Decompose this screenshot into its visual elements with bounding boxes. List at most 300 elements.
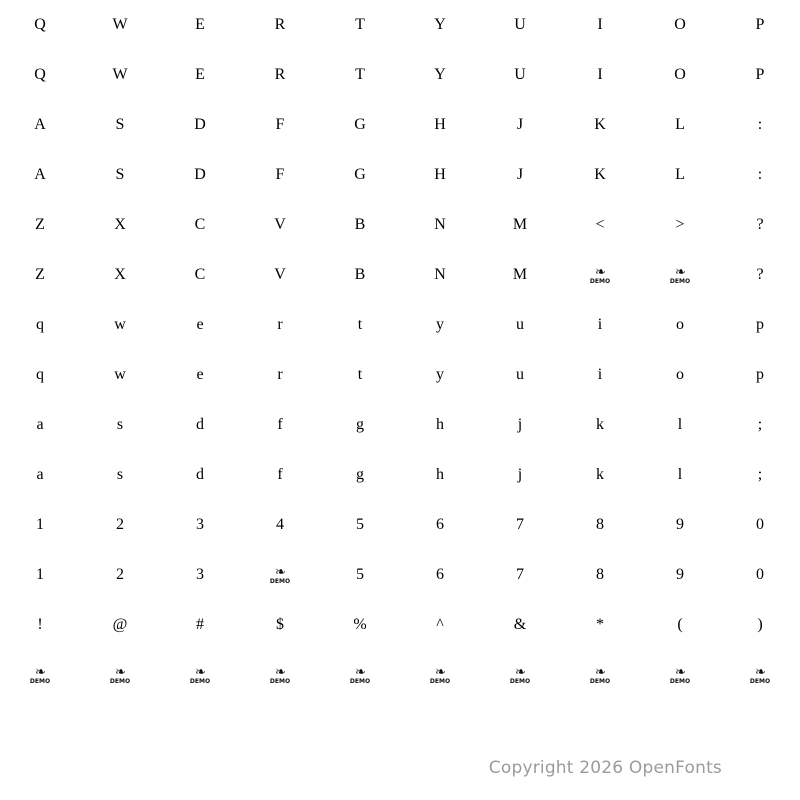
glyph-character: 4 — [276, 516, 284, 533]
glyph-character: @ — [112, 616, 128, 633]
leaf-icon: ❧ — [275, 564, 285, 579]
demo-watermark-glyph-icon — [30, 665, 50, 685]
glyph-cell — [240, 150, 320, 200]
glyph-character: r — [277, 366, 283, 383]
glyph-character: j — [517, 466, 523, 483]
glyph-cell — [320, 250, 400, 300]
demo-watermark-glyph-icon — [590, 265, 610, 285]
glyph-cell — [480, 100, 560, 150]
glyph-cell — [240, 300, 320, 350]
glyph-character: h — [436, 466, 444, 483]
glyph-cell — [480, 50, 560, 100]
glyph-character: L — [675, 116, 685, 133]
glyph-cell — [0, 200, 80, 250]
glyph-character: : — [757, 116, 763, 133]
glyph-character: I — [597, 16, 603, 33]
glyph-character: 1 — [36, 566, 44, 583]
glyph-cell — [720, 500, 800, 550]
glyph-cell — [720, 50, 800, 100]
glyph-character: 8 — [596, 516, 604, 533]
glyph-character: 1 — [36, 516, 44, 533]
glyph-character: I — [597, 66, 603, 83]
glyph-cell — [640, 0, 720, 50]
glyph-character: O — [674, 66, 686, 83]
glyph-cell — [720, 600, 800, 650]
glyph-cell — [240, 200, 320, 250]
glyph-cell — [640, 500, 720, 550]
glyph-character: U — [514, 66, 526, 83]
demo-watermark-glyph-icon — [270, 565, 290, 585]
demo-label: DEMO — [669, 278, 691, 285]
glyph-cell — [400, 650, 480, 700]
glyph-character: M — [512, 216, 528, 233]
glyph-cell — [640, 250, 720, 300]
glyph-character: o — [676, 366, 684, 383]
demo-watermark-glyph-icon — [510, 665, 530, 685]
glyph-character: V — [274, 266, 286, 283]
glyph-cell — [160, 450, 240, 500]
glyph-cell — [640, 100, 720, 150]
glyph-cell — [640, 550, 720, 600]
glyph-cell — [160, 400, 240, 450]
glyph-character: X — [114, 216, 126, 233]
glyph-character: 2 — [116, 516, 124, 533]
demo-label: DEMO — [589, 678, 611, 685]
glyph-cell — [480, 350, 560, 400]
glyph-cell — [320, 300, 400, 350]
glyph-cell — [400, 100, 480, 150]
glyph-cell — [480, 400, 560, 450]
glyph-cell — [720, 200, 800, 250]
glyph-character: 6 — [436, 516, 444, 533]
glyph-character: W — [112, 66, 128, 83]
glyph-cell — [160, 200, 240, 250]
glyph-cell — [480, 650, 560, 700]
glyph-character: s — [116, 466, 124, 483]
glyph-cell — [240, 250, 320, 300]
glyph-cell — [0, 400, 80, 450]
glyph-cell — [720, 300, 800, 350]
glyph-cell — [80, 50, 160, 100]
leaf-icon: ❧ — [755, 664, 765, 679]
glyph-cell — [560, 300, 640, 350]
glyph-character: s — [116, 416, 124, 433]
glyph-character: X — [114, 266, 126, 283]
glyph-cell — [720, 250, 800, 300]
glyph-cell — [480, 250, 560, 300]
glyph-character: R — [274, 66, 286, 83]
glyph-cell — [480, 500, 560, 550]
glyph-cell — [480, 600, 560, 650]
glyph-character: ? — [756, 266, 764, 283]
glyph-cell — [400, 450, 480, 500]
glyph-character: P — [755, 66, 765, 83]
glyph-cell — [80, 450, 160, 500]
glyph-character: y — [436, 366, 444, 383]
glyph-character: l — [677, 466, 683, 483]
glyph-cell — [320, 450, 400, 500]
demo-label: DEMO — [509, 678, 531, 685]
glyph-cell — [640, 600, 720, 650]
glyph-character: > — [675, 216, 685, 233]
glyph-cell — [400, 50, 480, 100]
glyph-character: Y — [434, 66, 446, 83]
glyph-cell — [0, 150, 80, 200]
glyph-character: R — [274, 16, 286, 33]
glyph-cell — [80, 100, 160, 150]
glyph-cell — [240, 100, 320, 150]
glyph-cell — [560, 50, 640, 100]
glyph-character: l — [677, 416, 683, 433]
glyph-character: $ — [276, 616, 284, 633]
glyph-character: 9 — [676, 516, 684, 533]
glyph-character: Y — [434, 16, 446, 33]
demo-label: DEMO — [429, 678, 451, 685]
glyph-cell — [560, 500, 640, 550]
glyph-cell — [320, 550, 400, 600]
glyph-cell — [480, 0, 560, 50]
glyph-cell — [320, 150, 400, 200]
glyph-character: ( — [677, 616, 683, 633]
glyph-cell — [480, 150, 560, 200]
glyph-cell — [720, 400, 800, 450]
glyph-character: D — [194, 166, 206, 183]
glyph-character: 0 — [756, 566, 764, 583]
glyph-character: e — [196, 316, 204, 333]
glyph-cell — [80, 550, 160, 600]
glyph-cell — [240, 400, 320, 450]
glyph-character: V — [274, 216, 286, 233]
glyph-character: # — [196, 616, 204, 633]
leaf-icon: ❧ — [115, 664, 125, 679]
glyph-cell — [0, 350, 80, 400]
demo-watermark-glyph-icon — [670, 265, 690, 285]
glyph-character: j — [517, 416, 523, 433]
glyph-cell — [160, 50, 240, 100]
glyph-cell — [80, 0, 160, 50]
glyph-cell — [640, 400, 720, 450]
leaf-icon: ❧ — [35, 664, 45, 679]
glyph-character: % — [353, 616, 367, 633]
glyph-character: h — [436, 416, 444, 433]
glyph-cell — [720, 550, 800, 600]
glyph-cell — [0, 450, 80, 500]
glyph-cell — [160, 150, 240, 200]
glyph-character: J — [516, 166, 524, 183]
glyph-cell — [0, 550, 80, 600]
glyph-cell — [400, 600, 480, 650]
glyph-cell — [80, 600, 160, 650]
glyph-cell — [320, 100, 400, 150]
glyph-character: N — [434, 266, 446, 283]
glyph-character: T — [355, 16, 365, 33]
demo-label: DEMO — [589, 278, 611, 285]
glyph-character: d — [196, 466, 204, 483]
glyph-cell — [640, 300, 720, 350]
glyph-cell — [560, 550, 640, 600]
glyph-cell — [0, 0, 80, 50]
glyph-character: G — [354, 116, 366, 133]
glyph-character: p — [756, 316, 764, 333]
glyph-cell — [160, 500, 240, 550]
glyph-cell — [0, 250, 80, 300]
glyph-cell — [640, 50, 720, 100]
glyph-cell — [560, 650, 640, 700]
glyph-character: 6 — [436, 566, 444, 583]
glyph-character: 5 — [356, 516, 364, 533]
glyph-cell — [720, 0, 800, 50]
glyph-cell — [80, 150, 160, 200]
glyph-character: 0 — [756, 516, 764, 533]
glyph-cell — [560, 350, 640, 400]
glyph-character: A — [34, 166, 46, 183]
glyph-character: 5 — [356, 566, 364, 583]
glyph-character: Q — [34, 16, 46, 33]
glyph-cell — [480, 550, 560, 600]
glyph-cell — [320, 500, 400, 550]
demo-watermark-glyph-icon — [750, 665, 770, 685]
glyph-character: C — [194, 216, 206, 233]
glyph-cell — [0, 650, 80, 700]
glyph-character: 3 — [196, 566, 204, 583]
glyph-cell — [400, 200, 480, 250]
glyph-cell — [400, 0, 480, 50]
demo-label: DEMO — [749, 678, 771, 685]
glyph-cell — [80, 400, 160, 450]
glyph-cell — [640, 200, 720, 250]
glyph-cell — [160, 350, 240, 400]
glyph-cell — [320, 50, 400, 100]
glyph-character: g — [356, 416, 364, 433]
glyph-character: u — [516, 316, 524, 333]
glyph-character: E — [195, 66, 205, 83]
glyph-character: w — [114, 316, 126, 333]
leaf-icon: ❧ — [675, 664, 685, 679]
glyph-cell — [640, 150, 720, 200]
glyph-character: B — [354, 266, 366, 283]
glyph-character: q — [36, 366, 44, 383]
glyph-character: ) — [757, 616, 763, 633]
glyph-character: o — [676, 316, 684, 333]
glyph-character: F — [275, 116, 285, 133]
glyph-character: u — [516, 366, 524, 383]
glyph-cell — [400, 350, 480, 400]
glyph-character: e — [196, 366, 204, 383]
glyph-character: w — [114, 366, 126, 383]
glyph-cell — [160, 650, 240, 700]
glyph-cell — [400, 150, 480, 200]
glyph-character: 9 — [676, 566, 684, 583]
glyph-character: Q — [34, 66, 46, 83]
glyph-cell — [720, 350, 800, 400]
glyph-character: 3 — [196, 516, 204, 533]
glyph-cell — [0, 600, 80, 650]
glyph-character: f — [277, 466, 283, 483]
glyph-character: k — [596, 466, 604, 483]
glyph-cell — [640, 350, 720, 400]
demo-watermark-glyph-icon — [270, 665, 290, 685]
glyph-cell — [560, 200, 640, 250]
glyph-character: M — [512, 266, 528, 283]
demo-watermark-glyph-icon — [110, 665, 130, 685]
glyph-character: U — [514, 16, 526, 33]
glyph-character: C — [194, 266, 206, 283]
glyph-cell — [480, 300, 560, 350]
glyph-cell — [80, 500, 160, 550]
glyph-character: O — [674, 16, 686, 33]
demo-label: DEMO — [269, 678, 291, 685]
glyph-cell — [320, 400, 400, 450]
leaf-icon: ❧ — [275, 664, 285, 679]
demo-label: DEMO — [29, 678, 51, 685]
copyright-notice: Copyright 2026 OpenFonts — [488, 758, 722, 778]
demo-watermark-glyph-icon — [670, 665, 690, 685]
leaf-icon: ❧ — [435, 664, 445, 679]
glyph-character: ; — [757, 466, 763, 483]
glyph-cell — [80, 250, 160, 300]
demo-label: DEMO — [109, 678, 131, 685]
glyph-cell — [720, 450, 800, 500]
demo-watermark-glyph-icon — [350, 665, 370, 685]
demo-label: DEMO — [349, 678, 371, 685]
glyph-cell — [320, 600, 400, 650]
demo-watermark-glyph-icon — [590, 665, 610, 685]
glyph-cell — [560, 100, 640, 150]
glyph-cell — [560, 0, 640, 50]
glyph-character: H — [434, 166, 446, 183]
glyph-cell — [240, 450, 320, 500]
glyph-cell — [400, 500, 480, 550]
glyph-character: & — [513, 616, 527, 633]
glyph-cell — [560, 150, 640, 200]
glyph-cell — [400, 300, 480, 350]
glyph-character: H — [434, 116, 446, 133]
glyph-character: d — [196, 416, 204, 433]
glyph-cell — [560, 450, 640, 500]
glyph-cell — [0, 500, 80, 550]
glyph-cell — [320, 350, 400, 400]
glyph-character: S — [115, 116, 125, 133]
glyph-cell — [320, 200, 400, 250]
glyph-character: f — [277, 416, 283, 433]
glyph-cell — [80, 200, 160, 250]
glyph-cell — [160, 600, 240, 650]
glyph-cell — [720, 650, 800, 700]
glyph-character: 7 — [516, 566, 524, 583]
glyph-character: 8 — [596, 566, 604, 583]
glyph-cell — [480, 450, 560, 500]
glyph-character: W — [112, 16, 128, 33]
leaf-icon: ❧ — [595, 664, 605, 679]
glyph-character: t — [357, 316, 363, 333]
glyph-character: g — [356, 466, 364, 483]
demo-label: DEMO — [269, 578, 291, 585]
glyph-cell — [560, 250, 640, 300]
demo-watermark-glyph-icon — [190, 665, 210, 685]
glyph-cell — [80, 350, 160, 400]
glyph-cell — [400, 400, 480, 450]
glyph-character: t — [357, 366, 363, 383]
glyph-cell — [160, 100, 240, 150]
leaf-icon: ❧ — [515, 664, 525, 679]
glyph-character: 7 — [516, 516, 524, 533]
glyph-cell — [720, 100, 800, 150]
glyph-cell — [320, 650, 400, 700]
glyph-character: Z — [35, 216, 45, 233]
glyph-character: r — [277, 316, 283, 333]
glyph-character: B — [354, 216, 366, 233]
glyph-character: < — [595, 216, 605, 233]
glyph-cell — [160, 250, 240, 300]
glyph-character: ! — [37, 616, 43, 633]
glyph-cell — [240, 0, 320, 50]
glyph-cell — [400, 250, 480, 300]
glyph-character: i — [597, 316, 603, 333]
demo-label: DEMO — [669, 678, 691, 685]
glyph-character: S — [115, 166, 125, 183]
glyph-character: a — [36, 466, 44, 483]
glyph-cell — [240, 650, 320, 700]
glyph-cell — [240, 350, 320, 400]
glyph-character: ^ — [436, 616, 444, 633]
glyph-cell — [720, 150, 800, 200]
glyph-character: G — [354, 166, 366, 183]
glyph-character: J — [516, 116, 524, 133]
glyph-cell — [80, 300, 160, 350]
demo-watermark-glyph-icon — [430, 665, 450, 685]
glyph-cell — [0, 50, 80, 100]
glyph-cell — [0, 100, 80, 150]
glyph-cell — [320, 0, 400, 50]
glyph-character: A — [34, 116, 46, 133]
glyph-character: P — [755, 16, 765, 33]
glyph-cell — [80, 650, 160, 700]
glyph-character: T — [355, 66, 365, 83]
glyph-character: D — [194, 116, 206, 133]
glyph-character: K — [594, 166, 606, 183]
glyph-character: L — [675, 166, 685, 183]
glyph-character: * — [596, 616, 604, 633]
glyph-character: a — [36, 416, 44, 433]
glyph-cell — [160, 0, 240, 50]
glyph-character: N — [434, 216, 446, 233]
glyph-cell — [480, 200, 560, 250]
leaf-icon: ❧ — [595, 264, 605, 279]
glyph-cell — [560, 600, 640, 650]
leaf-icon: ❧ — [355, 664, 365, 679]
glyph-cell — [240, 500, 320, 550]
glyph-character: y — [436, 316, 444, 333]
glyph-character: i — [597, 366, 603, 383]
glyph-cell — [160, 300, 240, 350]
glyph-cell — [400, 550, 480, 600]
glyph-cell — [0, 300, 80, 350]
glyph-character: ? — [756, 216, 764, 233]
glyph-character: 2 — [116, 566, 124, 583]
demo-label: DEMO — [189, 678, 211, 685]
glyph-cell — [160, 550, 240, 600]
glyph-character: ; — [757, 416, 763, 433]
glyph-character: q — [36, 316, 44, 333]
glyph-cell — [560, 400, 640, 450]
leaf-icon: ❧ — [195, 664, 205, 679]
leaf-icon: ❧ — [675, 264, 685, 279]
glyph-cell — [640, 650, 720, 700]
glyph-cell — [240, 550, 320, 600]
glyph-cell — [240, 600, 320, 650]
glyph-character: F — [275, 166, 285, 183]
glyph-character: : — [757, 166, 763, 183]
